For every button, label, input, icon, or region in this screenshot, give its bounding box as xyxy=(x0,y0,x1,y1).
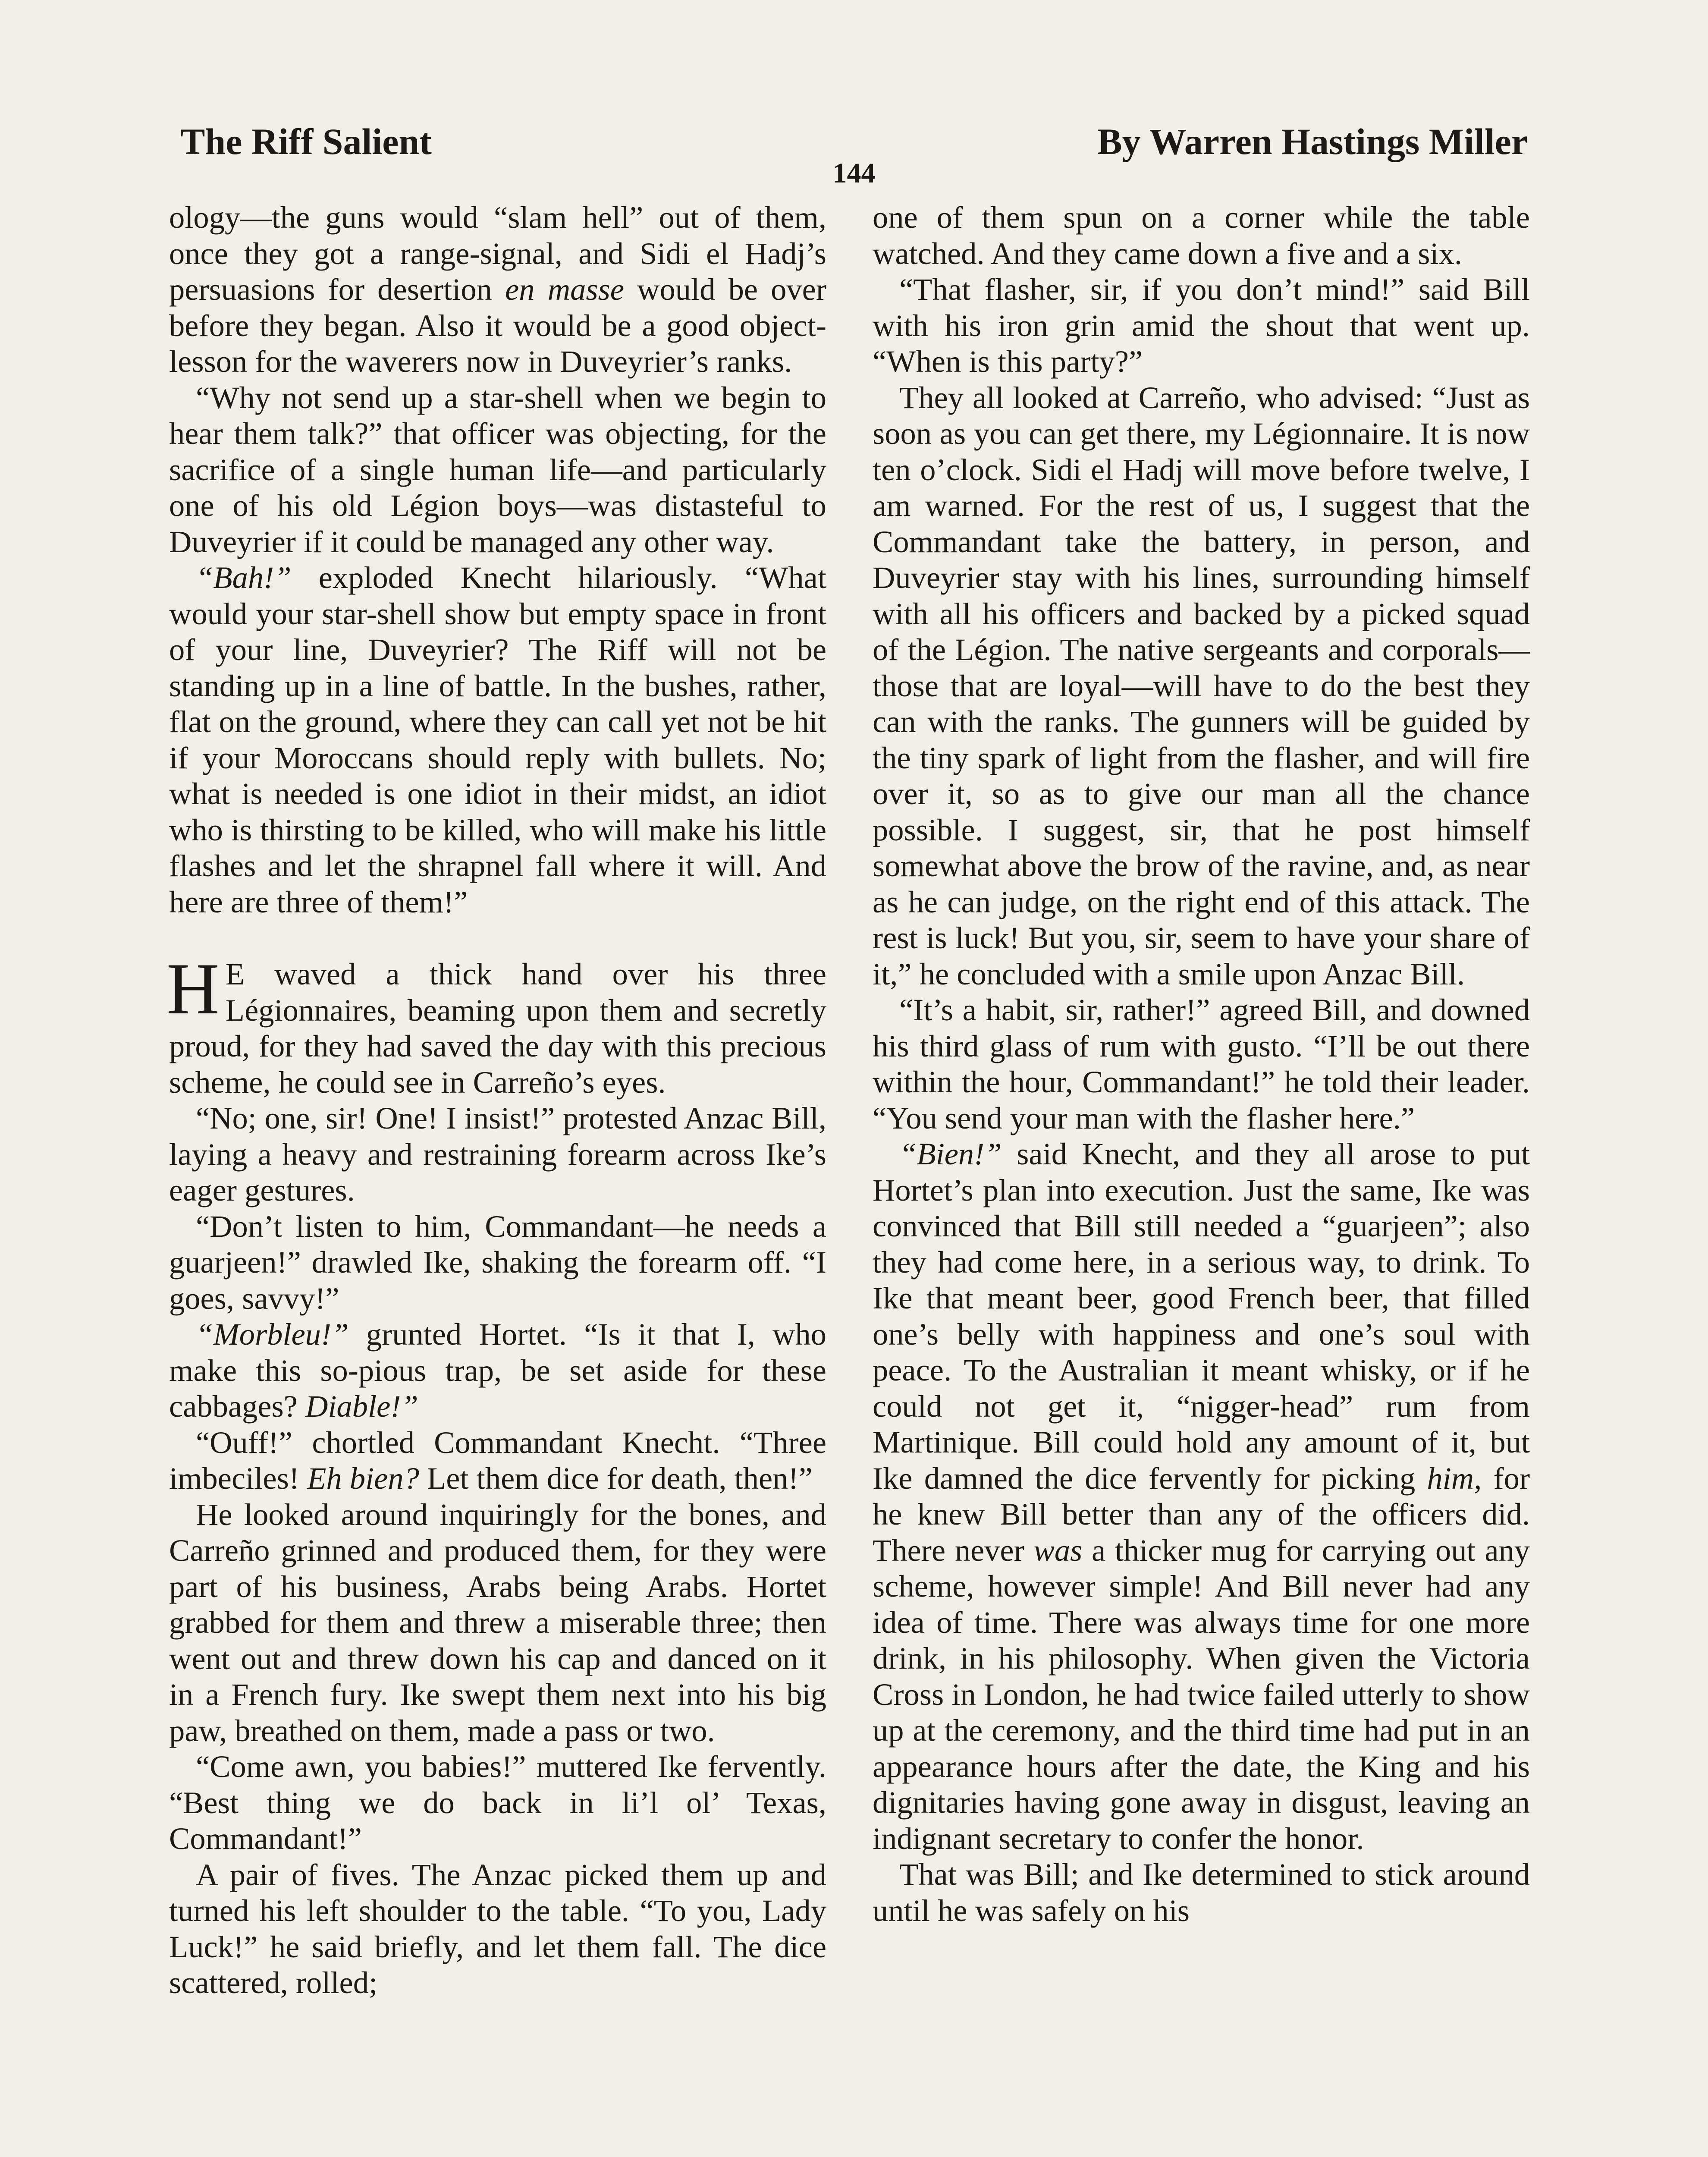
paragraph: “No; one, sir! One! I insist!” protested Anzac Bill, laying a heavy and restraining forearm across Ike’s eager gestures. xyxy=(169,1101,826,1207)
paragraph: “Bah!” exploded Knecht hilariously. “What would your star-shell show but empty space in front of your line, Duveyrier? The Riff will not be standing up in a line of battle. In the bushes, rather, flat on the ground, where they can call yet not be hit if your Moroccans should reply with bullets. No; what is needed is one idiot in their midst, an idiot who is thirsting to be killed, who will make his little flashes and let the shrapnel fall where it will. And here are three of them!” xyxy=(169,560,827,919)
drop-cap: H xyxy=(166,948,220,1029)
paragraph: “It’s a habit, sir, rather!” agreed Bill, and downed his third glass of rum with gusto. “I’ll be out there within the hour, Commandant!” he told their leader. “You send your man with the flasher here.” xyxy=(873,992,1530,1135)
paragraph: They all looked at Carreño, who advised: “Just as soon as you can get there, my Légionnaire. It is now ten o’clock. Sidi el Hadj will move before twelve, I am warned. For the rest of us, I suggest that the Commandant take the battery, in person, and Duveyrier stay with his lines, surrounding himself with all his officers and backed by a picked squad of the Légion. The native sergeants and corporals—those that are loyal—will have to do the best they can with the ranks. The gunners will be guided by the tiny spark of light from the flasher, and will fire over it, so as to give our man all the chance possible. I suggest, sir, that he post himself somewhat above the brow of the ravine, and, as near as he can judge, on the right end of this attack. The rest is luck! But you, sir, seem to have your share of it,” he concluded with a smile upon Anzac Bill. xyxy=(873,380,1530,991)
paragraph: ology—the guns would “slam hell” out of them, once they got a range-signal, and Sidi el Hadj’s persuasions for desertion en masse would be over before they began. Also it would be a good object-lesson for the waverers now in Duveyrier’s ranks. xyxy=(169,200,826,379)
paragraph: “That flasher, sir, if you don’t mind!” said Bill with his iron grin amid the shout that went up. “When is this party?” xyxy=(873,272,1530,379)
paragraph: “Ouff!” chortled Commandant Knecht. “Three imbeciles! Eh bien? Let them dice for death, then!” xyxy=(169,1424,826,1496)
right-column xyxy=(873,199,1530,1928)
paragraph: A pair of fives. The Anzac picked them up and turned his left shoulder to the table. “To you, Lady Luck!” he said briefly, and let them fall. The dice scattered, rolled; xyxy=(169,1857,826,2000)
author-byline: By Warren Hastings Miller xyxy=(1097,121,1528,162)
paragraph: That was Bill; and Ike determined to stick around until he was safely on his xyxy=(873,1857,1530,1928)
paragraph: “Morbleu!” grunted Hortet. “Is it that I, who make this so-pious trap, be set aside for these cabbages? Diable!” xyxy=(169,1317,826,1424)
paragraph: “Come awn, you babies!” muttered Ike fervently. “Best thing we do back in li’l ol’ Texas, Commandant!” xyxy=(169,1749,826,1856)
paragraph: H E waved a thick hand over his three Légionnaires, beaming upon them and secretly proud, for they had saved the day with this precious scheme, he could see in Carreño’s eyes. xyxy=(166,948,826,1100)
story-title: The Riff Salient xyxy=(180,121,432,162)
paragraph: “Don’t listen to him, Commandant—he needs a guarjeen!” drawled Ike, shaking the forearm off. “I goes, savvy!” xyxy=(169,1208,826,1316)
paragraph: He looked around inquiringly for the bones, and Carreño grinned and produced them, for they were part of his business, Arabs being Arabs. Hortet grabbed for them and threw a miserable three; then went out and threw down his cap and danced on it in a French fury. Ike swept them next into his big paw, breathed on them, made a pass or two. xyxy=(169,1497,826,1748)
paragraph: one of them spun on a corner while the table watched. And they came down a five and a six. xyxy=(873,200,1530,271)
paragraph: “Bien!” said Knecht, and they all arose to put Hortet’s plan into execution. Just the same, Ike was convinced that Bill still needed a “guarjeen”; also they had come here, in a serious way, to drink. To Ike that meant beer, good French beer, that filled one’s belly with happiness and one’s soul with peace. To the Australian it meant whisky, or if he could not get it, “nigger-head” rum from Martinique. Bill could hold any amount of it, but Ike damned the dice fervently for picking him, for he knew Bill better than any of the officers did. There never was a thicker mug for carrying out any scheme, however simple! And Bill never had any idea of time. There was always time for one more drink, in his philosophy. When given the Victoria Cross in London, he had twice failed utterly to show up at the ceremony, and the third time had put in an appearance hours after the date, the King and his dignitaries having gone away in disgust, leaving an indignant secretary to confer the honor. xyxy=(873,1136,1530,1856)
left-column xyxy=(166,199,827,2001)
paragraph: “Why not send up a star-shell when we begin to hear them talk?” that officer was objecting, for the sacrifice of a single human life—and particularly one of his old Légion boys—was distasteful to Duveyrier if it could be managed any other way. xyxy=(169,380,826,559)
page-number: 144 xyxy=(832,157,876,189)
